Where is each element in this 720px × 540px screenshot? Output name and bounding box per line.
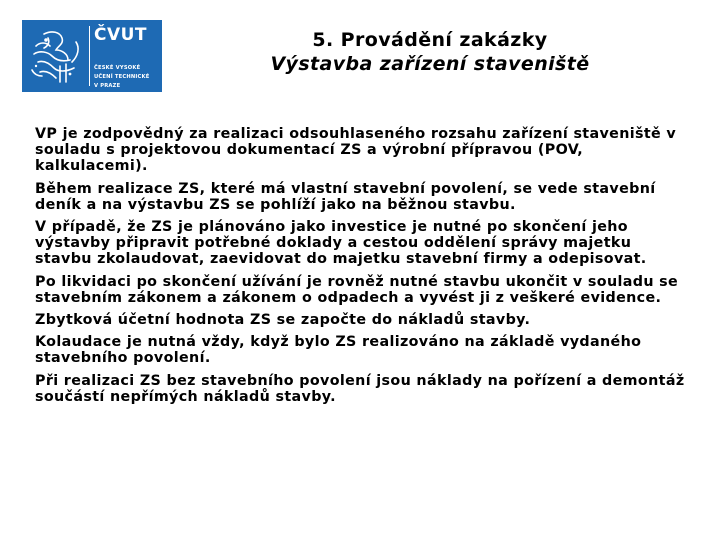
university-logo: [22, 20, 162, 92]
slide-title: [200, 28, 660, 76]
logo-subtitle-line: ČESKÉ VYSOKÉ: [94, 65, 141, 71]
slide-body: [35, 126, 685, 411]
paragraph: Zbytková účetní hodnota ZS se započte do nákladů stavby.: [35, 312, 531, 329]
paragraph: Po likvidaci po skončení užívání je rovněž nutné stavbu ukončit v souladu se stavebním zákonem a zákonem o odpadech a vyvést ji z veškeré evidence.: [35, 273, 679, 306]
lion-emblem-icon: [26, 26, 86, 86]
slide-title-line-2: Výstavba zařízení staveniště: [270, 53, 590, 75]
paragraph: V případě, že ZS je plánováno jako investice je nutné po skončení jeho výstavby připravit potřebné doklady a cestou oddělení správy majetku stavbu zkolaudovat, zaevidovat do majetku stavební firmy a odepisovat.: [35, 219, 647, 268]
paragraph: Kolaudace je nutná vždy, když bylo ZS realizováno na základě vydaného stavebního povolení.: [35, 334, 642, 367]
logo-subtitle: [94, 64, 150, 91]
slide-title-line-1: 5. Provádění zakázky: [312, 29, 548, 51]
logo-brand: ČVUT: [94, 25, 148, 45]
logo-subtitle-line: V PRAZE: [94, 83, 121, 89]
paragraph: Při realizaci ZS bez stavebního povolení jsou náklady na pořízení a demontáž součástí nepřímých nákladů stavby.: [35, 372, 685, 405]
logo-divider: [89, 26, 90, 86]
logo-subtitle-line: UČENÍ TECHNICKÉ: [94, 74, 150, 80]
paragraph: Během realizace ZS, které má vlastní stavební povolení, se vede stavební deník a na výstavbu ZS se pohlíží jako na běžnou stavbu.: [35, 180, 656, 213]
logo-text: [94, 24, 150, 91]
paragraph: VP je zodpovědný za realizaci odsouhlaseného rozsahu zařízení staveniště v souladu s projektovou dokumentací ZS a výrobní přípravou (POV, kalkulacemi).: [35, 126, 677, 175]
